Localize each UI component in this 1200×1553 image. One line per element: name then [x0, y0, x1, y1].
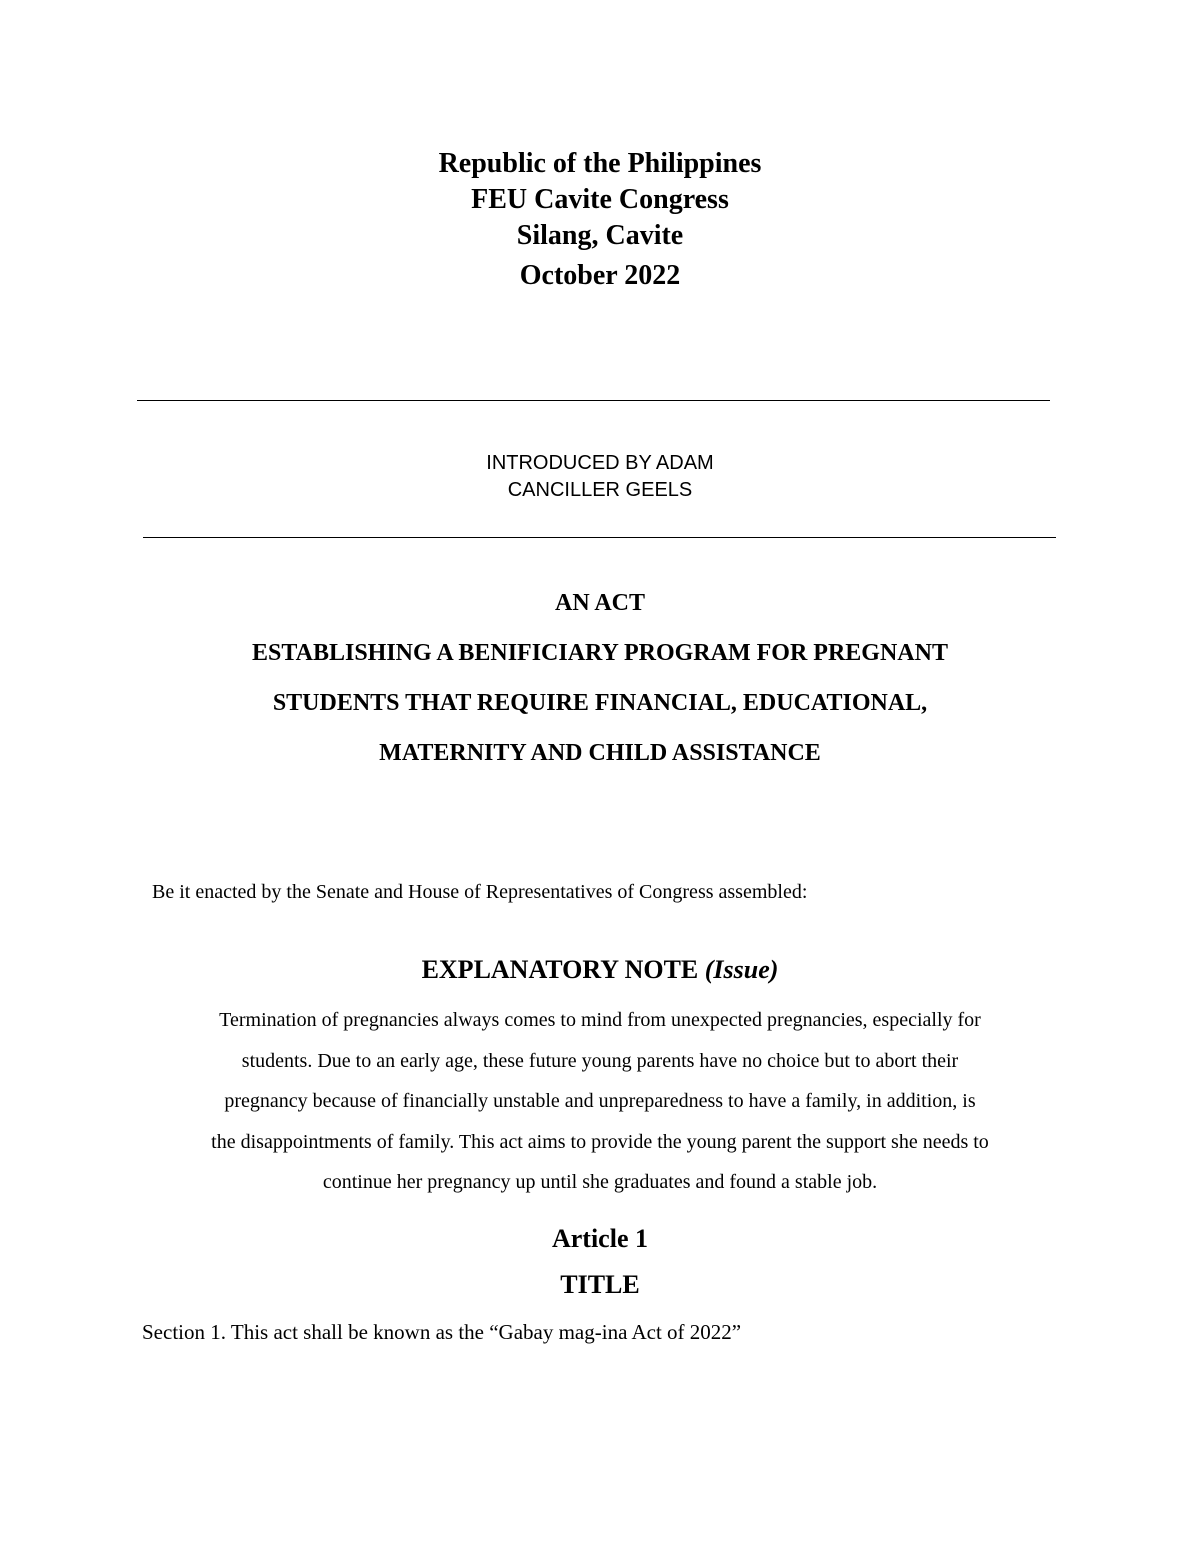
- introduced-line-2: CANCILLER GEELS: [507, 479, 693, 501]
- section-1: Section 1. This act shall be known as the “Gabay mag-ina Act of 2022”: [142, 1320, 742, 1344]
- bottom-divider: [143, 537, 1056, 538]
- explanatory-note-body: [130, 1000, 1070, 1203]
- top-divider: [137, 400, 1050, 401]
- explanatory-note-issue: (Issue): [704, 955, 779, 984]
- act-title: [0, 578, 1200, 778]
- act-title-line-1: AN ACT: [554, 590, 645, 616]
- enacting-clause: Be it enacted by the Senate and House of Representatives of Congress assembled:: [152, 881, 808, 903]
- act-title-line-2: ESTABLISHING A BENIFICIARY PROGRAM FOR PREGNANT: [252, 640, 948, 666]
- note-line: continue her pregnancy up until she graduates and found a stable job.: [322, 1171, 878, 1193]
- note-line: pregnancy because of financially unstable and unpreparedness to have a family, in addition, is: [224, 1090, 976, 1112]
- introduced-line-1: INTRODUCED BY ADAM: [486, 452, 714, 474]
- header-congress: FEU Cavite Congress: [471, 184, 729, 215]
- article-title: TITLE: [560, 1270, 640, 1299]
- note-line: students. Due to an early age, these future young parents have no choice but to abort their: [241, 1049, 959, 1072]
- introduced-by: [0, 450, 1200, 504]
- explanatory-note-heading: [0, 952, 1200, 988]
- note-line: Termination of pregnancies always comes to mind from unexpected pregnancies, especially for: [219, 1009, 981, 1031]
- article-number: Article 1: [551, 1224, 648, 1253]
- explanatory-note-title: EXPLANATORY NOTE: [421, 955, 699, 984]
- document-header: [0, 146, 1200, 294]
- act-title-line-3: STUDENTS THAT REQUIRE FINANCIAL, EDUCATIONAL,: [272, 690, 928, 716]
- note-line: the disappointments of family. This act aims to provide the young parent the support she needs to: [211, 1130, 989, 1153]
- header-location: Silang, Cavite: [516, 220, 684, 251]
- act-title-line-4: MATERNITY AND CHILD ASSISTANCE: [379, 740, 821, 766]
- header-country: Republic of the Philippines: [438, 148, 762, 179]
- header-date: October 2022: [519, 260, 681, 291]
